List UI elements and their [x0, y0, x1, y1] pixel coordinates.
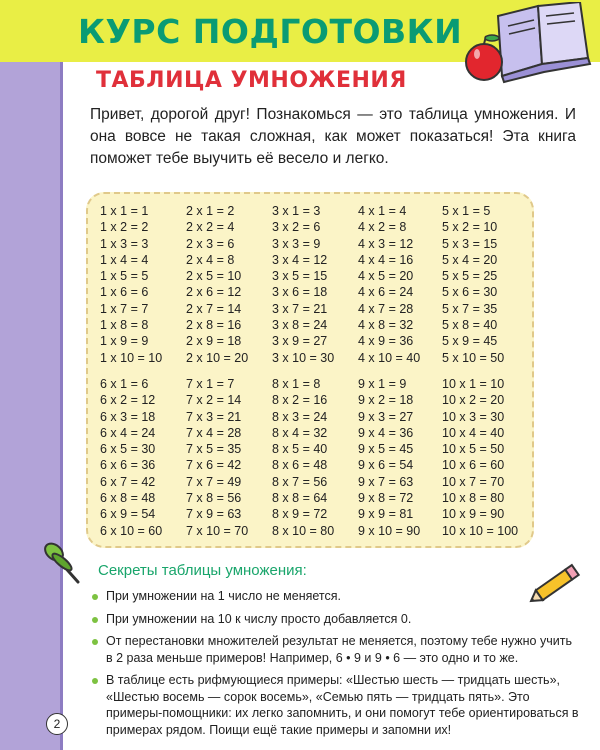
table-column-5: [442, 203, 518, 539]
table-cell: 10 x 10 = 100: [442, 523, 519, 538]
table-cell: 4 x 10 = 40: [358, 350, 421, 365]
page-number: 2: [46, 713, 68, 735]
table-cell: 6 x 6 = 36: [100, 458, 156, 473]
table-cell: 6 x 10 = 60: [100, 523, 163, 538]
table-cell: 4 x 1 = 4: [358, 204, 407, 218]
table-cell: 6 x 1 = 6: [100, 376, 149, 391]
table-cell: 7 x 9 = 63: [186, 507, 242, 522]
left-sidebar-edge: [60, 62, 63, 750]
table-cell: 3 x 8 = 24: [272, 318, 328, 333]
table-cell: 5 x 10 = 50: [442, 350, 505, 365]
table-cell: 5 x 7 = 35: [442, 301, 498, 316]
table-cell: 7 x 10 = 70: [186, 523, 249, 538]
table-cell: 1 x 5 = 5: [100, 269, 149, 284]
table-cell: 8 x 9 = 72: [272, 507, 328, 522]
table-cell: 9 x 9 = 81: [358, 507, 414, 522]
table-block-bottom: [358, 376, 420, 539]
table-cell: 5 x 1 = 5: [442, 204, 491, 218]
table-cell: 6 x 4 = 24: [100, 425, 156, 440]
page-title: КУРС ПОДГОТОВКИ: [78, 12, 463, 51]
table-cell: 2 x 6 = 12: [186, 285, 242, 300]
table-cell: 3 x 9 = 27: [272, 334, 328, 349]
section-title: ТАБЛИЦА УМНОЖЕНИЯ: [96, 68, 407, 93]
tip-item: В таблице есть рифмующиеся примеры: «Шестью шесть — тридцать шесть», «Шестью восемь — сорок восемь», «Семью пять — тридцать пять». Это примеры-помощники: их легко запомнить, и они помогут тебе ориентироваться в примерах рядом. Поищи ещё такие примеры и запомни их!: [92, 672, 580, 738]
table-cell: 7 x 7 = 49: [186, 474, 242, 489]
pushpin-icon: [40, 540, 86, 588]
table-cell: 4 x 4 = 16: [358, 252, 414, 267]
table-cell: 9 x 2 = 18: [358, 393, 414, 408]
table-cell: 7 x 8 = 56: [186, 491, 242, 506]
table-cell: 8 x 4 = 32: [272, 425, 328, 440]
table-cell: 10 x 8 = 80: [442, 491, 505, 506]
table-cell: 5 x 3 = 15: [442, 236, 498, 251]
table-cell: 4 x 6 = 24: [358, 285, 414, 300]
table-cell: 8 x 6 = 48: [272, 458, 328, 473]
table-cell: 3 x 3 = 9: [272, 236, 321, 251]
table-cell: 6 x 9 = 54: [100, 507, 156, 522]
table-column-1: [100, 203, 162, 539]
table-block-bottom: [272, 376, 334, 539]
table-cell: 1 x 10 = 10: [100, 350, 163, 365]
tip-item: При умножении на 1 число не меняется.: [92, 588, 580, 605]
table-cell: 4 x 2 = 8: [358, 220, 407, 235]
table-cell: 1 x 2 = 2: [100, 220, 149, 235]
table-cell: 1 x 3 = 3: [100, 236, 149, 251]
table-cell: 3 x 4 = 12: [272, 252, 328, 267]
table-block-top: [442, 203, 518, 366]
table-cell: 10 x 3 = 30: [442, 409, 505, 424]
table-block-bottom: [186, 376, 248, 539]
table-cell: 10 x 6 = 60: [442, 458, 505, 473]
tips-list: [92, 588, 580, 744]
table-block-bottom: [100, 376, 162, 539]
table-cell: 6 x 3 = 18: [100, 409, 156, 424]
table-cell: 10 x 5 = 50: [442, 442, 505, 457]
table-cell: 8 x 8 = 64: [272, 491, 328, 506]
table-cell: 10 x 4 = 40: [442, 425, 505, 440]
table-cell: 4 x 7 = 28: [358, 301, 414, 316]
tip-item: При умножении на 10 к числу просто добавляется 0.: [92, 611, 580, 628]
table-cell: 2 x 9 = 18: [186, 334, 242, 349]
table-cell: 7 x 5 = 35: [186, 442, 242, 457]
table-cell: 2 x 8 = 16: [186, 318, 242, 333]
table-block-bottom: [442, 376, 518, 539]
table-block-top: [186, 203, 248, 366]
table-column-3: [272, 203, 334, 539]
table-column-2: [186, 203, 248, 539]
table-cell: 7 x 1 = 7: [186, 376, 235, 391]
table-cell: 4 x 8 = 32: [358, 318, 414, 333]
table-cell: 6 x 8 = 48: [100, 491, 156, 506]
table-cell: 3 x 6 = 18: [272, 285, 328, 300]
table-cell: 5 x 2 = 10: [442, 220, 498, 235]
table-cell: 8 x 5 = 40: [272, 442, 328, 457]
table-cell: 1 x 9 = 9: [100, 334, 149, 349]
table-cell: 7 x 6 = 42: [186, 458, 242, 473]
table-cell: 9 x 6 = 54: [358, 458, 414, 473]
table-cell: 2 x 1 = 2: [186, 204, 235, 218]
table-cell: 7 x 3 = 21: [186, 409, 242, 424]
table-cell: 3 x 1 = 3: [272, 204, 321, 218]
table-cell: 10 x 2 = 20: [442, 393, 505, 408]
table-cell: 2 x 5 = 10: [186, 269, 242, 284]
table-cell: 7 x 2 = 14: [186, 393, 242, 408]
tip-item: От перестановки множителей результат не меняется, поэтому тебе нужно учить в 2 раза меньше примеров! Например, 6 • 9 и 9 • 6 — это одно и то же.: [92, 633, 580, 666]
table-cell: 1 x 6 = 6: [100, 285, 149, 300]
pencil-icon: [526, 560, 588, 608]
table-cell: 9 x 4 = 36: [358, 425, 414, 440]
table-block-top: [100, 203, 162, 366]
table-cell: 4 x 5 = 20: [358, 269, 414, 284]
table-cell: 2 x 10 = 20: [186, 350, 249, 365]
table-cell: 3 x 7 = 21: [272, 301, 328, 316]
table-cell: 2 x 2 = 4: [186, 220, 235, 235]
table-cell: 8 x 2 = 16: [272, 393, 328, 408]
table-cell: 2 x 3 = 6: [186, 236, 235, 251]
table-cell: 3 x 5 = 15: [272, 269, 328, 284]
intro-text: Привет, дорогой друг! Познакомься — это таблица умножения. И она вовсе не такая сложная, как может показаться! Эта книга поможет тебе выучить её весело и легко.: [90, 106, 576, 167]
table-cell: 4 x 3 = 12: [358, 236, 414, 251]
table-cell: 3 x 10 = 30: [272, 350, 335, 365]
book-apple-icon: [464, 2, 594, 84]
secrets-title: Секреты таблицы умножения:: [98, 562, 307, 579]
table-cell: 6 x 7 = 42: [100, 474, 156, 489]
table-cell: 5 x 8 = 40: [442, 318, 498, 333]
table-cell: 3 x 2 = 6: [272, 220, 321, 235]
table-cell: 1 x 1 = 1: [100, 204, 149, 218]
table-cell: 8 x 7 = 56: [272, 474, 328, 489]
table-cell: 1 x 4 = 4: [100, 252, 149, 267]
table-cell: 7 x 4 = 28: [186, 425, 242, 440]
table-cell: 2 x 4 = 8: [186, 252, 235, 267]
table-cell: 9 x 7 = 63: [358, 474, 414, 489]
table-cell: 9 x 3 = 27: [358, 409, 414, 424]
table-block-top: [272, 203, 334, 366]
table-cell: 5 x 9 = 45: [442, 334, 498, 349]
table-cell: 10 x 7 = 70: [442, 474, 505, 489]
table-column-4: [358, 203, 420, 539]
table-cell: 2 x 7 = 14: [186, 301, 242, 316]
table-cell: 4 x 9 = 36: [358, 334, 414, 349]
table-cell: 1 x 8 = 8: [100, 318, 149, 333]
table-block-top: [358, 203, 420, 366]
table-cell: 5 x 6 = 30: [442, 285, 498, 300]
table-cell: 8 x 1 = 8: [272, 376, 321, 391]
table-cell: 5 x 5 = 25: [442, 269, 498, 284]
table-cell: 6 x 5 = 30: [100, 442, 156, 457]
table-cell: 8 x 3 = 24: [272, 409, 328, 424]
table-cell: 9 x 8 = 72: [358, 491, 414, 506]
table-cell: 8 x 10 = 80: [272, 523, 335, 538]
table-cell: 5 x 4 = 20: [442, 252, 498, 267]
table-cell: 10 x 1 = 10: [442, 376, 505, 391]
table-cell: 9 x 5 = 45: [358, 442, 414, 457]
table-cell: 10 x 9 = 90: [442, 507, 505, 522]
table-cell: 9 x 1 = 9: [358, 376, 407, 391]
table-cell: 1 x 7 = 7: [100, 301, 149, 316]
left-sidebar-band: [0, 62, 60, 750]
table-cell: 9 x 10 = 90: [358, 523, 421, 538]
table-cell: 6 x 2 = 12: [100, 393, 156, 408]
